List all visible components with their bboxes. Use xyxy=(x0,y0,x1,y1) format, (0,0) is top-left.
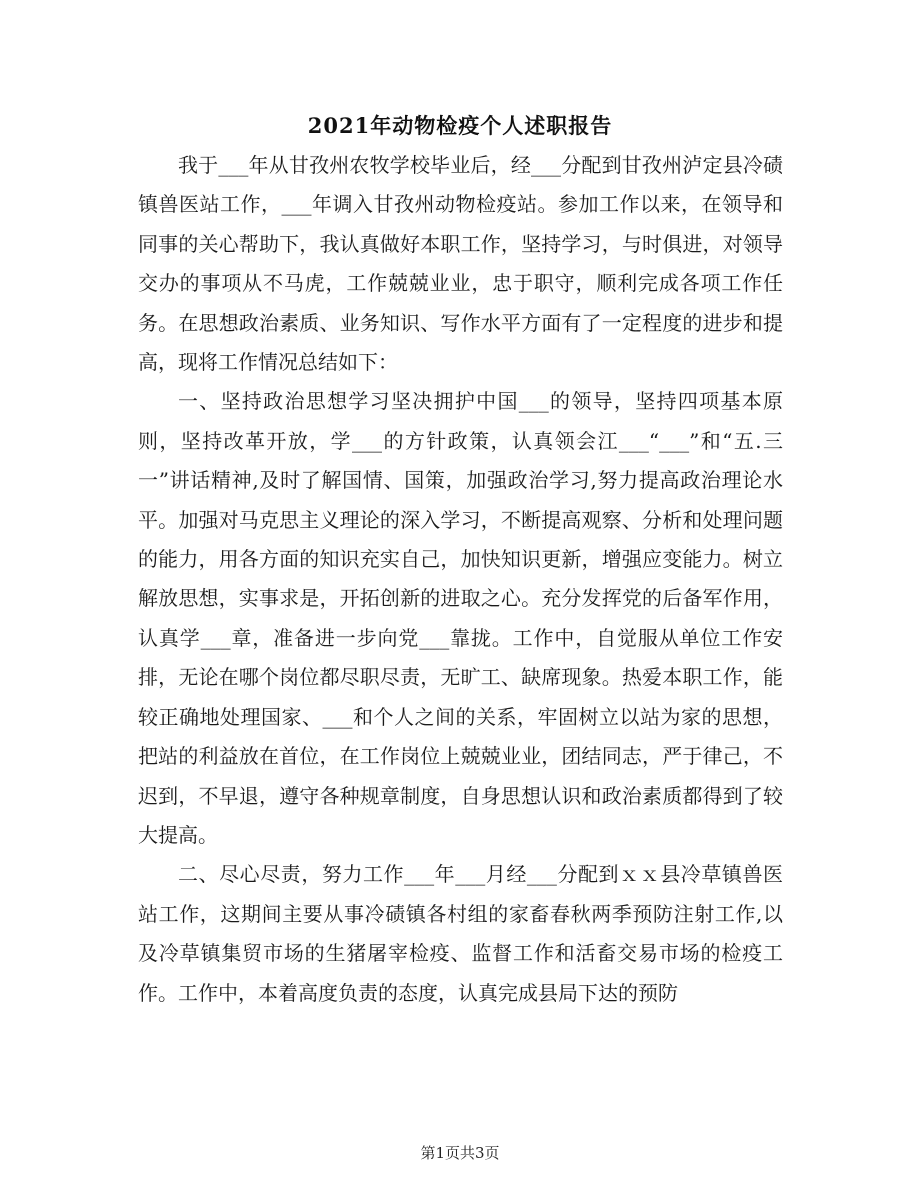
paragraph-section-one: 一、坚持政治思想学习坚决拥护中国___的领导，坚持四项基本原则，坚持改革开放，学___的方针政策，认真领会江___“___”和“五.三一”讲话精神,及时了解国情、国策，加强政治学习,努力提高政治理论水平。加强对马克思主义理论的深入学习，不断提高观察、分析和处理问题的能力，用各方面的知识充实自己，加快知识更新，增强应变能力。树立解放思想，实事求是，开拓创新的进取之心。充分发挥党的后备军作用，认真学___章，准备进一步向党___靠拢。工作中，自觉服从单位工作安排，无论在哪个岗位都尽职尽责，无旷工、缺席现象。热爱本职工作，能较正确地处理国家、___和个人之间的关系，牢固树立以站为家的思想，把站的利益放在首位，在工作岗位上兢兢业业，团结同志，严于律己，不迟到，不早退，遵守各种规章制度，自身思想认识和政治素质都得到了较大提高。 xyxy=(138,389,783,847)
document-title: 2021年动物检疫个人述职报告 xyxy=(307,113,613,138)
paragraph-section-two: 二、尽心尽责，努力工作___年___月经___分配到ｘｘ县冷草镇兽医站工作，这期间主要从事冷碛镇各村组的家畜春秋两季预防注射工作,以及冷草镇集贸市场的生猪屠宰检疫、监督工作和活畜交易市场的检疫工作。工作中，本着高度负责的态度，认真完成县局下达的预防 xyxy=(138,862,783,1005)
document-body xyxy=(138,146,783,1013)
page-footer: 第1页共3页 xyxy=(420,1144,500,1162)
paragraph-intro: 我于___年从甘孜州农牧学校毕业后，经___分配到甘孜州泸定县冷碛镇兽医站工作，___年调入甘孜州动物检疫站。参加工作以来，在领导和同事的关心帮助下，我认真做好本职工作，坚持学习，与时俱进，对领导交办的事项从不马虎，工作兢兢业业，忠于职守，顺利完成各项工作任务。在思想政治素质、业务知识、写作水平方面有了一定程度的进步和提高，现将工作情况总结如下： xyxy=(138,153,783,375)
